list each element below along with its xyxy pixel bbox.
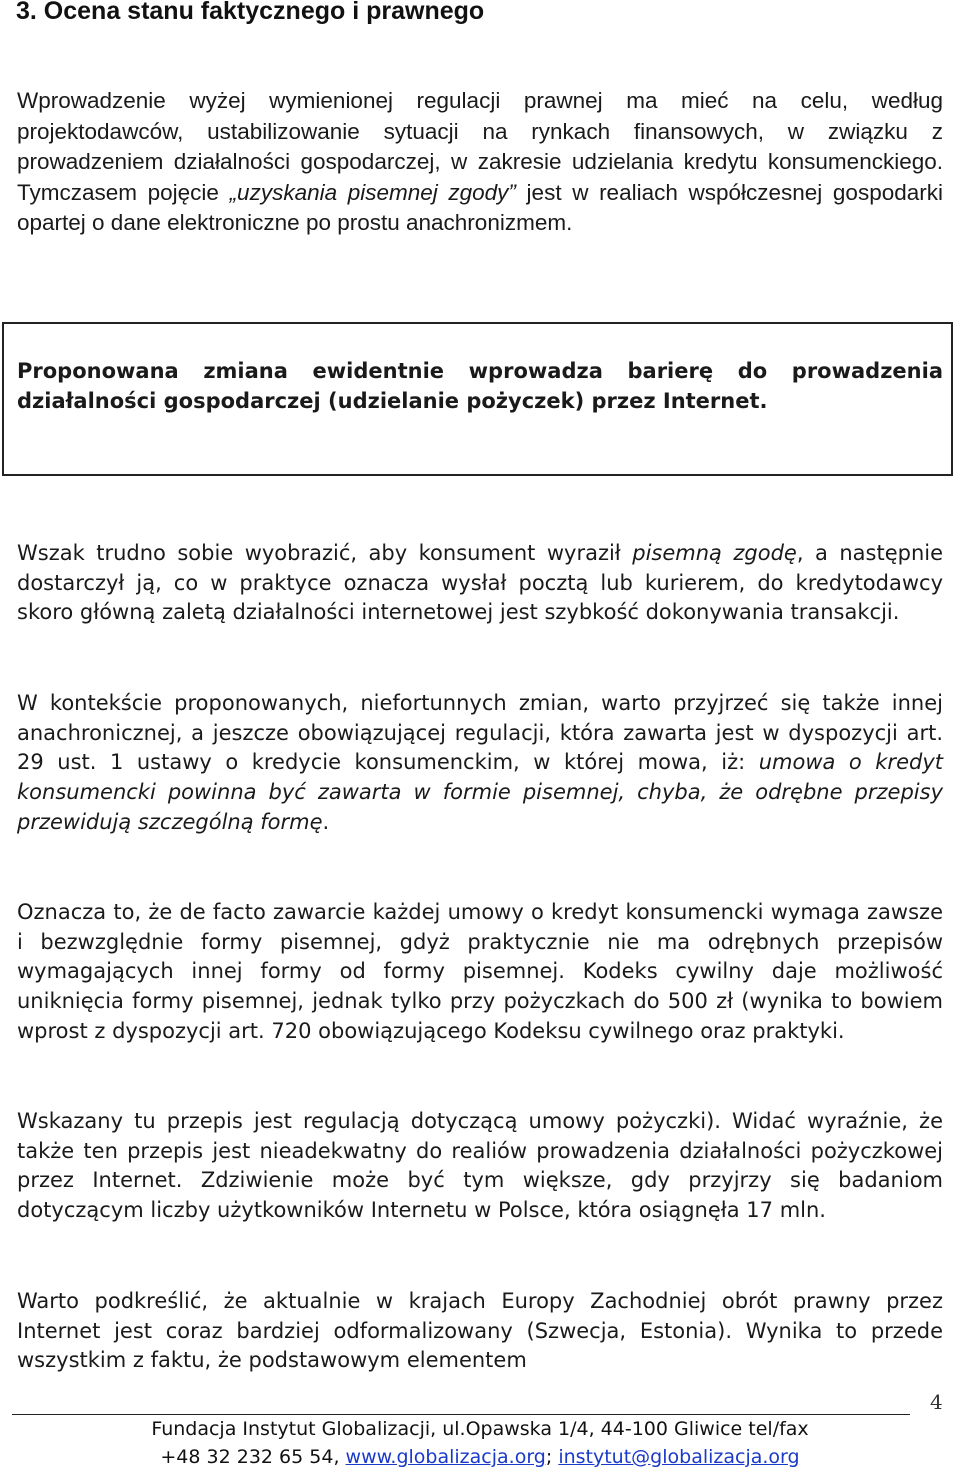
highlight-box-text: Proponowana zmiana ewidentnie wprowadza barierę do prowadzenia działalności gospodarczej (udzielanie pożyczek) przez Internet. xyxy=(17,359,943,413)
footer-address: Fundacja Instytut Globalizacji, ul.Opawska 1/4, 44-100 Gliwice tel/fax xyxy=(151,1418,809,1440)
paragraph-emphasis: pisemną zgodę xyxy=(632,541,797,565)
page-number: 4 xyxy=(930,1390,943,1414)
paragraph-written-form: Oznacza to, że de facto zawarcie każdej umowy o kredyt konsumencki wymaga zawsze i bezwzględnie formy pisemnej, gdyż praktycznie nie ma odrębnych przepisów wymagających innej formy od formy pisemnej. Kodeks cywilny daje możliwość uniknięcia formy pisemnej, jednak tylko przy pożyczkach do 500 zł (wynika to bowiem wprost z dyspozycji art. 720 obowiązującego Kodeksu cywilnego oraz praktyki. xyxy=(17,900,943,1043)
footer-contact xyxy=(0,1445,960,1469)
intro-emphasis: „uzyskania pisemnej zgody” xyxy=(229,179,516,205)
intro-text-part1: Wprowadzenie wyżej wymienionej regulacji prawnej ma mieć na celu, według projektodawców, ustabilizowanie sytuacji na rynkach finansowych, w związku z prowadzeniem działalności gospodarczej, w zakresie udzielania kredytu konsumenckiego. Tymczasem pojęcie xyxy=(17,88,943,205)
footer-separator: ; xyxy=(545,1446,559,1468)
paragraph-text-part2: . xyxy=(322,809,330,834)
paragraph-loan-regulation: Wskazany tu przepis jest regulacją dotyczącą umowy pożyczki). Widać wyraźnie, że także ten przepis jest nieadekwatny do realiów prowadzenia działalności pożyczkowej przez Internet. Zdziwienie może być tym większe, gdy przyjrzy się badaniom dotyczącym liczby użytkowników Internetu w Polsce, która osiągnęła 17 mln. xyxy=(17,1109,943,1223)
paragraph-article-29 xyxy=(17,689,943,838)
footer-divider xyxy=(12,1414,910,1415)
paragraph-western-europe: Warto podkreślić, że aktualnie w krajach Europy Zachodniej obrót prawny przez Internet jest coraz bardziej odformalizowany (Szwecja, Estonia). Wynika to przede wszystkim z faktu, że podstawowym elementem xyxy=(17,1289,943,1373)
paragraph-text-part1: W kontekście proponowanych, niefortunnych zmian, warto przyjrzeć się także innej anachronicznej, a jeszcze obowiązującej regulacji, która zawarta jest w dyspozycji art. 29 ust. 1 ustawy o kredycie konsumenckim, w której mowa, iż: xyxy=(17,691,943,775)
paragraph-text-part1: Wszak trudno sobie wyobrazić, aby konsument wyraził xyxy=(17,541,633,565)
section-heading: 3. Ocena stanu faktycznego i prawnego xyxy=(16,0,485,25)
intro-text-part2: jest w realiach współczesnej gospodarki opartej o dane elektroniczne po prostu anachronizmem. xyxy=(17,179,943,235)
paragraph-written-consent xyxy=(17,539,943,628)
intro-paragraph xyxy=(17,86,943,239)
paragraph-text-part2: , a następnie dostarczył ją, co w praktyce oznacza wysłał pocztą lub kurierem, do kredytodawcy skoro główną zaletą działalności internetowej jest szybkość dokonywania transakcji. xyxy=(17,541,944,625)
footer-phone: +48 32 232 65 54, xyxy=(160,1446,346,1468)
footer-website-link[interactable]: www.globalizacja.org xyxy=(345,1446,546,1468)
legal-quote: umowa o kredyt konsumencki powinna być zawarta w formie pisemnej, chyba, że odrębne przepisy przewidują szczególną formę xyxy=(17,750,943,834)
footer-email-link[interactable]: instytut@globalizacja.org xyxy=(558,1446,800,1468)
